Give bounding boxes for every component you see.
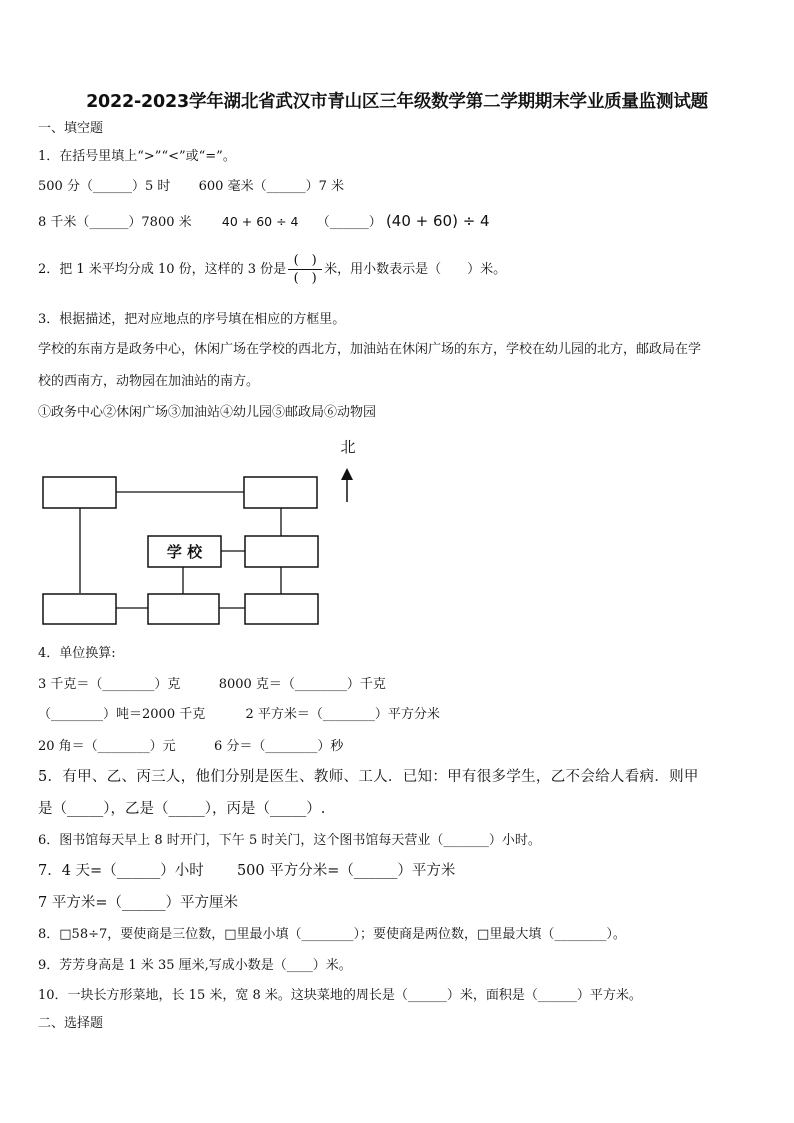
q7-row2: 7 平方米=（______）平方厘米 [38, 895, 238, 911]
q1-item-c: 8 千米（______）7800 米 [38, 215, 192, 230]
q3-options: ①政务中心②休闲广场③加油站④幼儿园⑤邮政局⑥动物园 [38, 405, 377, 420]
q7-item-b: 500 平方分米=（______）平方米 [236, 863, 456, 879]
answer-box-mid-right[interactable] [245, 536, 318, 567]
q4-item-e: 20 角＝（________）元 [38, 739, 176, 754]
q1-item-a: 500 分（______）5 时 [38, 179, 171, 194]
q7-row1 [38, 862, 455, 880]
q5-line2: 是（_____），乙是（_____），丙是（_____）. [38, 801, 326, 817]
q1-stem: 1．在括号里填上“>”“<”或“=”。 [38, 149, 236, 164]
answer-box-top-left[interactable] [43, 477, 116, 508]
north-label: 北 [340, 438, 356, 456]
q4-item-f: 6 分＝（________）秒 [213, 739, 344, 754]
q2-fraction [288, 252, 322, 287]
q3-desc-line1: 学校的东南方是政务中心，休闲广场在学校的西北方，加油站在休闲广场的东方，学校在幼儿园的北方，邮政局在学 [38, 342, 702, 357]
q1-expr-left: 40 + 60 ÷ 4 [221, 214, 299, 229]
q2-line [38, 252, 506, 288]
q4-item-d: 2 平方米＝（________）平方分米 [245, 707, 440, 722]
q3-map-diagram [0, 430, 794, 630]
answer-box-bottom-right[interactable] [245, 594, 318, 624]
q2-frac-denominator: ( ) [293, 271, 317, 286]
q4-row2 [38, 706, 440, 724]
q1-row2 [38, 212, 490, 232]
answer-box-top-right[interactable] [244, 477, 317, 508]
north-arrow-icon [341, 468, 353, 480]
q7-item-a: 7．4 天=（______）小时 [38, 863, 204, 879]
q4-row3 [38, 738, 343, 756]
q2-post: 米，用小数表示是（ ）米。 [324, 262, 507, 277]
q4-item-a: 3 千克＝（________）克 [38, 677, 181, 692]
q1-expr-right: (40 + 60) ÷ 4 [385, 212, 490, 230]
answer-box-bottom-left[interactable] [43, 594, 116, 624]
q4-stem: 4．单位换算: [38, 646, 116, 661]
q4-item-b: 8000 克＝（________）千克 [218, 677, 386, 692]
q3-desc-line2: 校的西南方，动物园在加油站的南方。 [38, 374, 260, 389]
q5-line1: 5．有甲、乙、丙三人，他们分别是医生、教师、工人．已知：甲有很多学生，乙不会给人看病．则甲 [38, 769, 699, 785]
answer-box-bottom-mid[interactable] [148, 594, 219, 624]
q6: 6．图书馆每天早上 8 时开门，下午 5 时关门，这个图书馆每天营业（_______）小时。 [38, 833, 541, 848]
q1-item-d-blank: （______） [316, 215, 382, 230]
q3-stem: 3．根据描述，把对应地点的序号填在相应的方框里。 [38, 312, 346, 327]
q1-row1 [38, 178, 344, 196]
q4-item-c: （________）吨＝2000 千克 [38, 707, 206, 722]
q2-frac-numerator: ( ) [293, 253, 317, 268]
page-title: 2022-2023学年湖北省武汉市青山区三年级数学第二学期期末学业质量监测试题 [86, 92, 708, 112]
section-choice-heading: 二、选择题 [38, 1016, 104, 1031]
section-fill-in-heading: 一、填空题 [38, 121, 104, 136]
q8: 8．□58÷7，要使商是三位数，□里最小填（________）；要使商是两位数，□里最大填（________）。 [38, 927, 626, 942]
q9: 9．芳芳身高是 1 米 35 厘米,写成小数是（____）米。 [38, 958, 352, 973]
q1-item-b: 600 毫米（______）7 米 [198, 179, 344, 194]
q2-pre: 2．把 1 米平均分成 10 份，这样的 3 份是 [38, 262, 287, 277]
q4-row1 [38, 676, 386, 694]
q10: 10．一块长方形菜地，长 15 米，宽 8 米。这块菜地的周长是（______）米，面积是（______）平方米。 [38, 988, 642, 1003]
school-label: 学 校 [166, 543, 203, 561]
